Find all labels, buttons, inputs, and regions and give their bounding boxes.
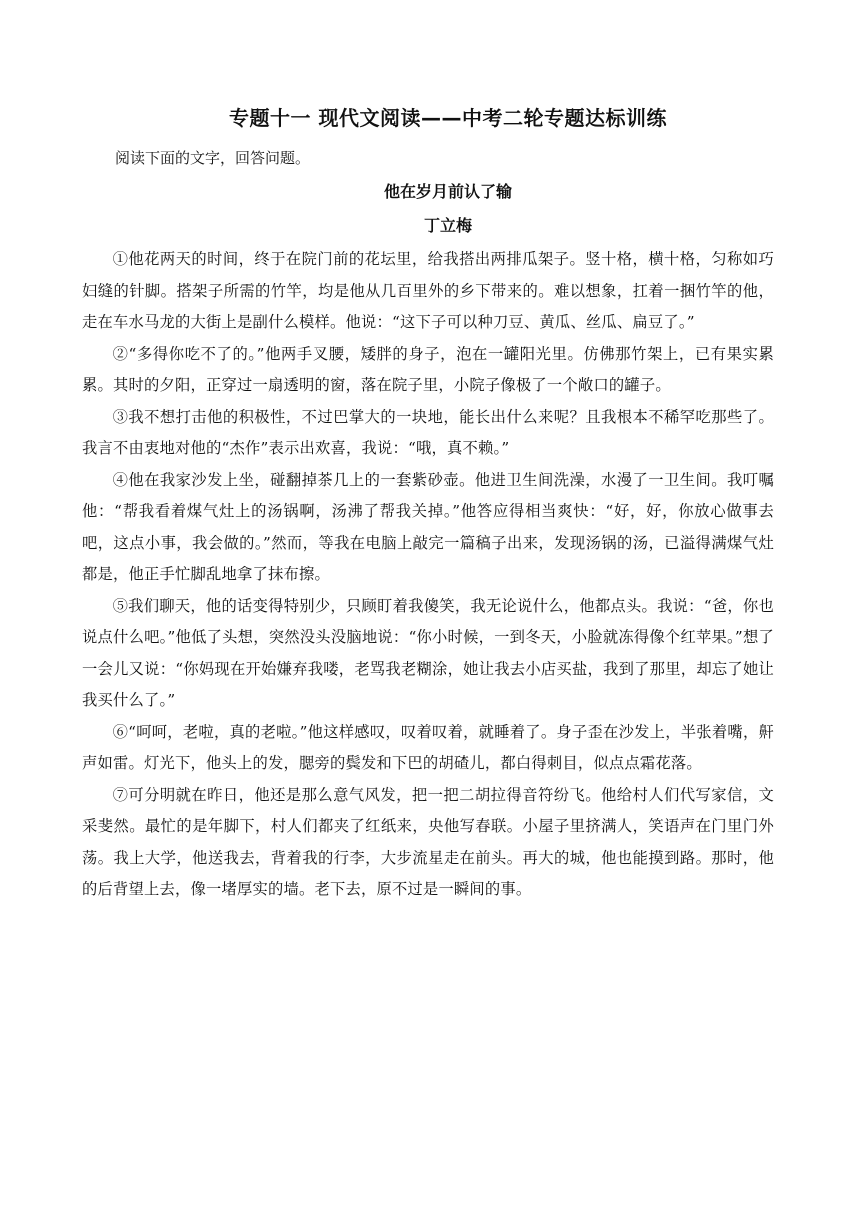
- paragraph-5: ⑤我们聊天，他的话变得特别少，只顾盯着我傻笑，我无论说什么，他都点头。我说：“爸，你也说点什么吧。”他低了头想，突然没头没脑地说：“你小时候，一到冬天，小脸就冻得像个红苹果。”想了一会儿又说：“你妈现在开始嫌弃我喽，老骂我老糊涂，她让我去小店买盐，我到了那里，却忘了她让我买什么了。”: [82, 596, 774, 709]
- paragraph-7: ⑦可分明就在昨日，他还是那么意气风发，把一把二胡拉得音符纷飞。他给村人们代写家信，文采斐然。最忙的是年脚下，村人们都夹了红纸来，央他写春联。小屋子里挤满人，笑语声在门里门外荡。我上大学，他送我去，背着我的行李，大步流星走在前头。再大的城，他也能摸到路。那时，他的后背望上去，像一堵厚实的墙。老下去，原不过是一瞬间的事。: [82, 785, 774, 898]
- paragraph-1: ①他花两天的时间，终于在院门前的花坛里，给我搭出两排瓜架子。竖十格，横十格，匀称如巧妇缝的针脚。搭架子所需的竹竿，均是他从几百里外的乡下带来的。难以想象，扛着一捆竹竿的他，走在车水马龙的大街上是副什么模样。他说：“这下子可以种刀豆、黄瓜、丝瓜、扁豆了。”: [82, 250, 774, 331]
- article-title: 他在岁月前认了输: [383, 182, 512, 201]
- paragraph-6: ⑥“呵呵，老啦，真的老啦。”他这样感叹，叹着叹着，就睡着了。身子歪在沙发上，半张着嘴，鼾声如雷。灯光下，他头上的发，腮旁的鬓发和下巴的胡碴儿，都白得刺目，似点点霜花落。: [82, 722, 774, 772]
- document-title: 专题十一 现代文阅读——中考二轮专题达标训练: [229, 106, 667, 130]
- paragraph-3: ③我不想打击他的积极性，不过巴掌大的一块地，能长出什么来呢？且我根本不稀罕吃那些了。我言不由衷地对他的“杰作”表示出欢喜，我说：“哦，真不赖。”: [82, 407, 774, 457]
- paragraph-2: ②“多得你吃不了的。”他两手叉腰，矮胖的身子，泡在一罐阳光里。仿佛那竹架上，已有果实累累。其时的夕阳，正穿过一扇透明的窗，落在院子里，小院子像极了一个敞口的罐子。: [82, 344, 774, 394]
- paragraph-4: ④他在我家沙发上坐，碰翻掉茶几上的一套紫砂壶。他进卫生间洗澡，水漫了一卫生间。我叮嘱他：“帮我看着煤气灶上的汤锅啊，汤沸了帮我关掉。”他答应得相当爽快：“好，好，你放心做事去吧，这点小事，我会做的。”然而，等我在电脑上敲完一篇稿子出来，发现汤锅的汤，已溢得满煤气灶都是，他正手忙脚乱地拿了抹布擦。: [82, 470, 774, 583]
- reading-instruction: 阅读下面的文字，回答问题。: [115, 149, 311, 167]
- article-author: 丁立梅: [423, 216, 472, 235]
- article-body: [82, 244, 774, 906]
